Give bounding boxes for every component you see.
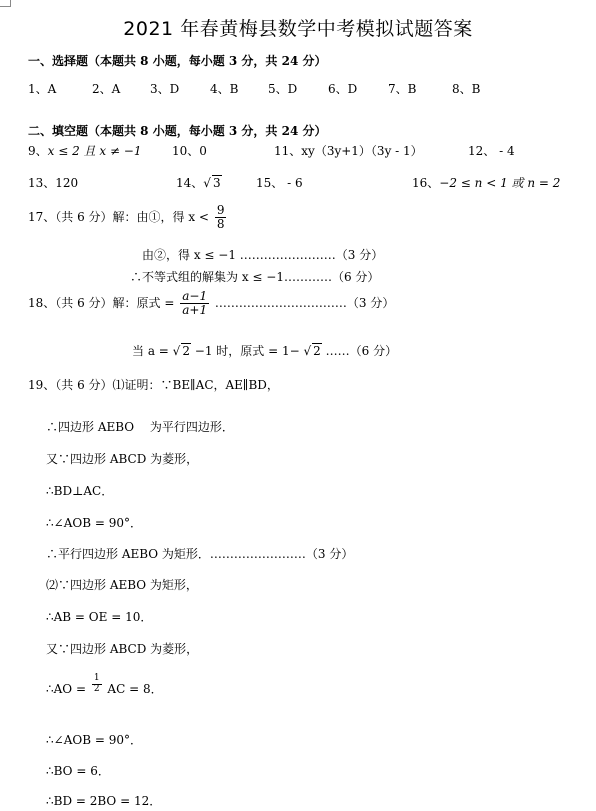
sqrt-symbol xyxy=(203,176,211,190)
section2-heading: 二、填空题（本题共 8 小题，每小题 3 分，共 24 分） xyxy=(28,124,327,138)
half-fraction: $\frac{1}{2}$ xyxy=(93,673,100,694)
answer-4: 4、B xyxy=(210,82,239,96)
q15-answer: 15、 - 6 xyxy=(256,176,303,190)
q19-step: ∴AB = OE = 10． xyxy=(46,610,153,624)
q12-answer: 12、 - 4 xyxy=(468,144,515,158)
q19-step: ∴BD⊥AC． xyxy=(46,484,114,498)
section2-row2 xyxy=(0,174,596,194)
q19-step: ∴∠AOB = 90°． xyxy=(46,733,142,747)
answer-5: 5、D xyxy=(268,82,298,96)
q17-line3: ∴不等式组的解集为 x ≤ −1…………（6 分） xyxy=(130,270,380,284)
q19-step: ⑵∵四边形 AEBO 为矩形， xyxy=(46,578,198,592)
q16-answer: 16、−2 ≤ n < 1 或 n = 2 xyxy=(412,176,561,190)
answer-7: 7、B xyxy=(388,82,417,96)
q18-line1: 18、（共 6 分）解：原式 = $\frac{a-1}{a+1}$ ……………………………（3 分） xyxy=(28,289,395,318)
q9-answer: 9、x ≤ 2 且 x ≠ −1 xyxy=(28,144,142,158)
q19-step: 又∵四边形 ABCD 为菱形， xyxy=(46,642,199,656)
sqrt-symbol xyxy=(173,344,181,358)
answer-1: 1、A xyxy=(28,82,57,96)
q19-step: 又∵四边形 ABCD 为菱形， xyxy=(46,452,199,466)
q19-step: ∴BO = 6． xyxy=(46,764,110,778)
q17-line1: 17、（共 6 分）解：由①，得 x < $\frac{9}{8}$ xyxy=(28,203,225,232)
q19-ao-line: ∴AO = $\frac{1}{2}$ AC = 8． xyxy=(46,673,163,696)
answer-6: 6、D xyxy=(328,82,358,96)
answer-8: 8、B xyxy=(452,82,481,96)
q19-step: ∴BD = 2BO = 12． xyxy=(46,794,162,808)
q17-line2: 由②，得 x ≤ −1 ……………………（3 分） xyxy=(142,248,384,262)
q14-answer: 14、√ 3 xyxy=(176,174,222,191)
page-title: 2021 年春黄梅县数学中考模拟试题答案 xyxy=(123,18,473,40)
section2-row1 xyxy=(0,142,596,160)
answer-2: 2、A xyxy=(92,82,121,96)
answer-3: 3、D xyxy=(150,82,180,96)
q19-step: ∴四边形 AEBO 为平行四边形． xyxy=(46,420,234,434)
q18-fraction: $\frac{a-1}{a+1}$ xyxy=(182,289,208,318)
section1-heading: 一、选择题（本题共 8 小题，每小题 3 分，共 24 分） xyxy=(28,54,327,68)
q17-fraction: $\frac{9}{8}$ xyxy=(216,203,225,232)
q13-answer: 13、120 xyxy=(28,176,79,190)
section1-answers xyxy=(0,80,596,96)
sqrt-symbol xyxy=(304,344,312,358)
q10-answer: 10、0 xyxy=(172,144,207,158)
page-corner-mark xyxy=(0,0,11,7)
q19-step: ∴∠AOB = 90°． xyxy=(46,516,142,530)
q11-answer: 11、xy（3y+1）（3y - 1） xyxy=(274,144,423,158)
q19-step: ∴平行四边形 AEBO 为矩形．……………………（3 分） xyxy=(46,547,354,561)
q19-line1: 19、（共 6 分）⑴证明：∵BE∥AC，AE∥BD， xyxy=(28,378,279,392)
q18-line2: 当 a = √ 2 −1 时，原式 = 1− √ 2 ……（6 分） xyxy=(132,342,397,359)
